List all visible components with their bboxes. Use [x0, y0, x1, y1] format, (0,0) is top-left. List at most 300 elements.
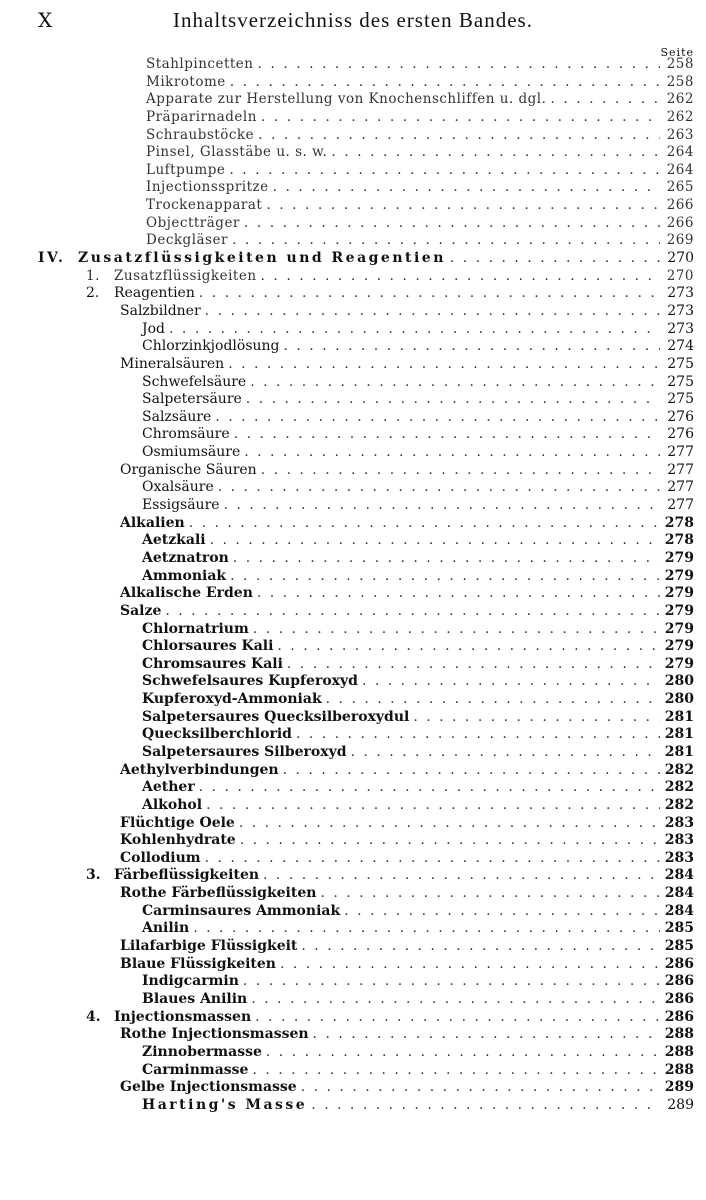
toc-entry-page: 283 [664, 814, 694, 831]
toc-entry [0, 162, 706, 180]
dot-leader [261, 462, 660, 480]
toc-entry-label [142, 779, 195, 797]
toc-entry [0, 409, 706, 427]
dot-leader [206, 797, 660, 815]
toc-entry-page: 282 [664, 779, 694, 796]
toc-entry-page: 278 [664, 532, 694, 549]
toc-entry [0, 444, 706, 462]
toc-entry-title: Zinnobermasse [142, 1043, 262, 1060]
toc-entry-page: 285 [664, 938, 694, 955]
toc-entry [0, 338, 706, 356]
toc-entry-title: Carminsaures Ammoniak [142, 902, 341, 919]
dot-leader [233, 550, 660, 568]
toc-entry-page: 286 [664, 955, 694, 972]
toc-entry [0, 744, 706, 762]
toc-entry-page: 264 [666, 144, 694, 161]
toc-entry-page: 266 [666, 214, 694, 231]
toc-entry-label [86, 285, 195, 303]
toc-entry-title: Chromsaures Kali [142, 655, 283, 672]
toc-entry-page: 279 [664, 585, 694, 602]
dot-leader [169, 321, 660, 339]
toc-entry [0, 321, 706, 339]
toc-entry-page: 270 [667, 250, 694, 267]
toc-entry-page: 282 [664, 761, 694, 778]
dot-leader [266, 1044, 660, 1062]
dot-leader [244, 215, 660, 233]
toc-entry-title: Blaues Anilin [142, 990, 248, 1007]
dot-leader [199, 779, 660, 797]
toc-entry-label [142, 338, 280, 356]
toc-entry-title: Harting's Masse [142, 1096, 308, 1113]
dot-leader [258, 127, 660, 145]
toc-entry-label [86, 867, 259, 885]
toc-entry-page: 273 [667, 285, 694, 302]
toc-entry-number: 2. [86, 285, 100, 302]
toc-entry-title: Schraubstöcke [146, 126, 255, 143]
toc-entry-label [146, 56, 253, 74]
toc-entry [0, 991, 706, 1009]
toc-entry-label [142, 479, 214, 497]
toc-entry-title: Präparirnadeln [146, 108, 257, 125]
toc-entry-title: Chromsäure [142, 426, 230, 443]
toc-entry-page: 284 [664, 867, 694, 884]
dot-leader [240, 832, 660, 850]
toc-entry [0, 497, 706, 515]
toc-entry-page: 284 [664, 885, 694, 902]
toc-entry-title: Jod [142, 320, 166, 337]
toc-entry-title: Chlorsaures Kali [142, 638, 274, 655]
toc-entry-page: 273 [667, 302, 694, 319]
toc-entry-label [120, 815, 235, 833]
toc-entry-title: Salpetersaures Quecksilberoxydul [142, 708, 410, 725]
page-number: X [38, 8, 54, 32]
toc-entry-page: 264 [666, 161, 694, 178]
toc-entry-title: Carminmasse [142, 1061, 249, 1078]
toc-entry-page: 289 [667, 1096, 694, 1113]
toc-entry-page: 277 [667, 479, 694, 496]
toc-entry-number: IV. [38, 250, 66, 267]
toc-entry [0, 74, 706, 92]
toc-entry-label [142, 656, 283, 674]
toc-entry-label [142, 374, 246, 392]
toc-entry [0, 638, 706, 656]
dot-leader [320, 885, 660, 903]
dot-leader [280, 956, 660, 974]
toc-entry-page: 274 [667, 338, 694, 355]
toc-entry-label [142, 991, 247, 1009]
dot-leader [344, 903, 660, 921]
toc-entry [0, 215, 706, 233]
dot-leader [287, 656, 660, 674]
toc-entry [0, 585, 706, 603]
toc-entry-label [142, 321, 165, 339]
toc-entry-page: 279 [664, 620, 694, 637]
dot-leader [229, 162, 660, 180]
toc-entry-title: Salpetersaures Silberoxyd [142, 743, 347, 760]
toc-entry [0, 109, 706, 127]
dot-leader [351, 744, 660, 762]
toc-entry [0, 709, 706, 727]
toc-entry-title: Aetznatron [142, 549, 229, 566]
toc-entry [0, 462, 706, 480]
toc-entry-label [120, 515, 185, 533]
toc-entry-title: Kohlenhydrate [120, 832, 236, 849]
toc-entry-label [142, 1044, 262, 1062]
toc-entry-label [120, 1026, 309, 1044]
toc-entry [0, 1079, 706, 1097]
dot-leader [550, 91, 660, 109]
toc-entry-title: Aetzkali [142, 532, 206, 549]
toc-entry-page: 275 [667, 391, 694, 408]
toc-entry [0, 550, 706, 568]
toc-entry [0, 621, 706, 639]
dot-leader [246, 391, 660, 409]
toc-entry-label [146, 197, 262, 215]
toc-entry-title: Objectträger [146, 214, 240, 231]
toc-entry-page: 269 [666, 232, 694, 249]
toc-entry-page: 281 [664, 708, 694, 725]
toc-entry-page: 279 [664, 602, 694, 619]
toc-entry-page: 283 [664, 832, 694, 849]
toc-entry-label [146, 74, 226, 92]
toc-entry-label [146, 215, 240, 233]
toc-entry-label [146, 144, 327, 162]
toc-entry-label [120, 850, 201, 868]
toc-entry-page: 288 [664, 1026, 694, 1043]
toc-entry-title: Luftpumpe [146, 161, 226, 178]
toc-entry-page: 266 [666, 197, 694, 214]
toc-entry [0, 885, 706, 903]
toc-entry [0, 56, 706, 74]
dot-leader [301, 1079, 660, 1097]
toc-entry-label [120, 356, 224, 374]
dot-leader [253, 621, 660, 639]
toc-entry-label [120, 885, 316, 903]
toc-entry-label [142, 903, 340, 921]
dot-leader [257, 56, 660, 74]
toc-entry-page: 258 [666, 73, 694, 90]
toc-entry [0, 197, 706, 215]
dot-leader [313, 1026, 660, 1044]
toc-entry-title: Stahlpincetten [146, 56, 254, 72]
dot-leader [252, 1062, 660, 1080]
toc-entry-page: 288 [664, 1061, 694, 1078]
toc-entry [0, 532, 706, 550]
toc-entry [0, 832, 706, 850]
toc-entry-label [146, 91, 546, 109]
toc-entry-page: 279 [664, 567, 694, 584]
toc-entry-page: 285 [664, 920, 694, 937]
toc-entry-page: 276 [667, 426, 694, 443]
toc-entry [0, 179, 706, 197]
toc-entry-title: Salpetersäure [142, 391, 242, 408]
toc-entry-label [142, 1062, 248, 1080]
toc-entry-label [142, 409, 211, 427]
toc-entry-page: 277 [667, 497, 694, 514]
toc-entry-title: Schwefelsäure [142, 373, 247, 390]
toc-entry-label [146, 232, 228, 250]
toc-entry-title: Injectionsspritze [146, 179, 269, 196]
toc-entry-label [142, 532, 206, 550]
toc-entry-label [142, 391, 242, 409]
toc-entry-title: Injectionsmassen [114, 1008, 252, 1025]
dot-leader [257, 585, 660, 603]
toc-entry-label [120, 832, 236, 850]
toc-entry-label [142, 726, 292, 744]
toc-entry-title: Salzbildner [120, 302, 201, 319]
toc-entry-title: Chlornatrium [142, 620, 249, 637]
toc-entry-title: Flüchtige Oele [120, 814, 235, 831]
toc-entry-page: 286 [664, 973, 694, 990]
toc-entry-label [142, 744, 347, 762]
dot-leader [205, 850, 660, 868]
toc-entry-title: Osmiumsäure [142, 444, 241, 461]
toc-entry-page: 258 [666, 56, 694, 72]
toc-entry [0, 956, 706, 974]
toc-entry-title: Rothe Färbeflüssigkeiten [120, 885, 317, 902]
dot-leader [277, 638, 660, 656]
dot-leader [239, 815, 660, 833]
dot-leader [331, 144, 660, 162]
dot-leader [234, 426, 660, 444]
toc-entry-label [146, 127, 254, 145]
toc-entry [0, 1044, 706, 1062]
toc-entry-title: Rothe Injectionsmassen [120, 1026, 309, 1043]
toc-entry-page: 262 [666, 91, 694, 108]
toc-entry-page: 278 [664, 514, 694, 531]
toc-entry-label [142, 691, 322, 709]
toc-entry [0, 1009, 706, 1027]
dot-leader [263, 867, 660, 885]
toc-entry-title: Deckgläser [146, 232, 228, 249]
dot-leader [326, 691, 660, 709]
toc-entry-title: Alkalien [120, 514, 185, 531]
dot-leader [296, 726, 660, 744]
toc-entry [0, 374, 706, 392]
toc-entry-title: Zusatzflüssigkeiten [114, 267, 257, 284]
toc-entry-label [120, 585, 253, 603]
toc-entry [0, 973, 706, 991]
toc-entry-title: Salzsäure [142, 408, 212, 425]
toc-entry-number: 4. [86, 1008, 101, 1025]
toc-entry-title: Oxalsäure [142, 479, 214, 496]
toc-entry-page: 281 [664, 743, 694, 760]
toc-entry [0, 867, 706, 885]
toc-entry [0, 144, 706, 162]
toc-entry-label [120, 938, 297, 956]
toc-entry-label [142, 709, 409, 727]
toc-entry-label [142, 638, 273, 656]
toc-entry-page: 286 [664, 990, 694, 1007]
toc-entry-label [142, 497, 220, 515]
toc-entry-label [86, 268, 257, 286]
toc-entry [0, 232, 706, 250]
toc-entry-page: 279 [664, 655, 694, 672]
dot-leader [266, 197, 660, 215]
toc-entry-label [146, 162, 225, 180]
dot-leader [450, 250, 660, 268]
toc-entry-label [38, 250, 446, 268]
toc-entry [0, 815, 706, 833]
toc-entry-label [86, 1009, 251, 1027]
toc-entry-title: Mikrotome [146, 73, 226, 90]
dot-leader [243, 973, 660, 991]
toc-entry [0, 903, 706, 921]
toc-entry [0, 603, 706, 621]
page-title: Inhaltsverzeichniss des ersten Bandes. [173, 8, 533, 32]
toc-entry-title: Zusatzflüssigkeiten und Reagentien [78, 250, 446, 267]
toc-entry-title: Färbeflüssigkeiten [114, 867, 260, 884]
toc-entry-page: 276 [667, 408, 694, 425]
toc-entry-title: Aether [142, 779, 195, 796]
toc-entry [0, 479, 706, 497]
dot-leader [199, 285, 660, 303]
dot-leader [283, 762, 660, 780]
dot-leader [205, 303, 660, 321]
toc-entry-page: 270 [666, 267, 694, 284]
toc-entry-title: Essigsäure [142, 497, 220, 514]
dot-leader [273, 179, 660, 197]
toc-entry-label [142, 1097, 307, 1115]
toc-entry-title: Kupferoxyd-Ammoniak [142, 691, 322, 708]
toc-entry [0, 127, 706, 145]
toc-entry-label [146, 179, 269, 197]
toc-entry [0, 1062, 706, 1080]
dot-leader [224, 497, 660, 515]
toc-entry [0, 920, 706, 938]
toc-entry-page: 279 [664, 638, 694, 655]
toc-entry-label [142, 920, 189, 938]
toc-entry-label [142, 797, 202, 815]
toc-entry-label [120, 603, 161, 621]
toc-entry-title: Lilafarbige Flüssigkeit [120, 938, 298, 955]
toc-entry [0, 391, 706, 409]
toc-entry-label [120, 762, 279, 780]
toc-entry-title: Schwefelsaures Kupferoxyd [142, 673, 358, 690]
dot-leader [301, 938, 660, 956]
dot-leader [215, 409, 660, 427]
dot-leader [251, 991, 660, 1009]
toc-entry-page: 275 [667, 373, 694, 390]
toc-entry [0, 938, 706, 956]
toc-entry-page: 282 [664, 796, 694, 813]
toc-entry [0, 779, 706, 797]
toc-entry-label [120, 462, 257, 480]
toc-entry-label [142, 673, 358, 691]
toc-entry-number: 1. [86, 267, 100, 284]
toc-entry [0, 691, 706, 709]
toc-entry-label [142, 444, 240, 462]
toc-entry-title: Salze [120, 602, 162, 619]
toc-entry [0, 285, 706, 303]
dot-leader [228, 356, 660, 374]
toc-entry [0, 268, 706, 286]
dot-leader [250, 374, 660, 392]
toc-entry [0, 568, 706, 586]
dot-leader [165, 603, 660, 621]
toc-entry-page: 277 [667, 444, 694, 461]
toc-entry [0, 656, 706, 674]
toc-entry [0, 797, 706, 815]
toc-entry-label [142, 550, 229, 568]
toc-entry-title: Quecksilberchlorid [142, 726, 292, 743]
toc-entry [0, 303, 706, 321]
toc-entry-number: 3. [86, 867, 101, 884]
toc-entry-label [142, 568, 226, 586]
toc-entry [0, 426, 706, 444]
dot-leader [311, 1097, 660, 1115]
dot-leader [218, 479, 660, 497]
toc-entry-title: Mineralsäuren [120, 355, 225, 372]
toc-entry-page: 275 [667, 355, 694, 372]
dot-leader [232, 232, 660, 250]
toc-entry-page: 277 [667, 461, 694, 478]
toc-entry [0, 1097, 706, 1115]
toc-entry-page: 286 [664, 1008, 694, 1025]
toc-entry-title: Collodium [120, 849, 201, 866]
toc-entry-title: Organische Säuren [120, 461, 257, 478]
toc-entry-label [120, 303, 201, 321]
toc-entry-page: 289 [664, 1079, 694, 1096]
toc-entry [0, 726, 706, 744]
toc-entry-page: 283 [664, 849, 694, 866]
toc-entry-title: Aethylverbindungen [120, 761, 279, 778]
toc-entry [0, 673, 706, 691]
toc-entry-page: 263 [666, 126, 694, 143]
toc-entry-label [120, 956, 276, 974]
toc-entry-title: Pinsel, Glasstäbe u. s. w. [146, 144, 328, 161]
toc-entry-title: Apparate zur Herstellung von Knochenschliffen u. dgl. [146, 91, 547, 108]
dot-leader [261, 268, 660, 286]
dot-leader [230, 74, 660, 92]
toc-entry-label [142, 621, 249, 639]
dot-leader [255, 1009, 660, 1027]
toc-entry-title: Reagentien [114, 285, 195, 302]
dot-leader [189, 515, 660, 533]
toc-entry [0, 91, 706, 109]
toc-entry [0, 762, 706, 780]
dot-leader [413, 709, 660, 727]
toc-entry [0, 1026, 706, 1044]
toc-entry-title: Alkohol [142, 796, 203, 813]
table-of-contents [0, 56, 706, 1114]
dot-leader [362, 673, 660, 691]
toc-entry-page: 262 [666, 108, 694, 125]
toc-entry [0, 250, 706, 268]
toc-entry-page: 265 [666, 179, 694, 196]
dot-leader [210, 532, 660, 550]
toc-entry-title: Ammoniak [142, 567, 227, 584]
toc-entry-page: 280 [664, 673, 694, 690]
toc-entry-label [146, 109, 257, 127]
dot-leader [244, 444, 660, 462]
toc-entry-label [142, 973, 239, 991]
toc-entry-title: Gelbe Injectionsmasse [120, 1079, 297, 1096]
dot-leader [261, 109, 660, 127]
toc-entry-title: Chlorzinkjodlösung [142, 338, 280, 355]
seite-column-label: Seite [660, 46, 694, 59]
toc-entry-title: Blaue Flüssigkeiten [120, 955, 276, 972]
toc-entry [0, 356, 706, 374]
toc-entry-page: 273 [667, 320, 694, 337]
toc-entry [0, 515, 706, 533]
toc-entry-title: Anilin [142, 920, 190, 937]
dot-leader [193, 920, 660, 938]
toc-entry-title: Trockenapparat [146, 197, 263, 214]
toc-entry-title: Indigcarmin [142, 973, 239, 990]
toc-entry-page: 288 [664, 1043, 694, 1060]
dot-leader [230, 568, 660, 586]
